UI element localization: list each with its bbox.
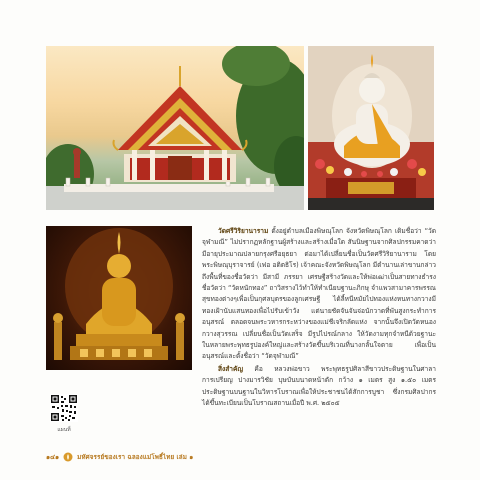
qr-code-icon — [50, 394, 78, 422]
white-buddha-illustration — [308, 46, 434, 210]
temple-photo — [46, 46, 304, 210]
paragraph-1-text: ตั้งอยู่ตำบลเมืองพิษณุโลก จังหวัดพิษณุโลก เดิมชื่อว่า “วัดจุฬามณี” ไม่ปรากฏหลักฐานผู้สร้างและสร้างเมื่อใด สันนิษฐานจากศิลปกรรมคาดว่ามีอายุประมาณปลายกรุงศรีอยุธยา ต่อมาได้เปลี่ยนชื่อเป็นวัดศรีวิริยานาราม โดยพระพิษณุบุราจารย์ (เฟอ อติตธิโร) เจ้าคณะจังหวัดพิษณุโลก มีตำนานเล่าขานกล่าวถึงพื้นที่ของชื่อวัดว่า มีสามี ภรรยา เศรษฐีสร้างวัดและให้พ่อเฒ่าเป็นสายทางธำรงชื่อวัดว่า “วัดหนักทอง” ถาวิสรางไว้ทำให้ทำเนียบฐานะภิกษุ จำแพวสามาคารพรรณสุขทองต่างๆเพื่อเป็นกุศลบุตรของลูกเศรษฐี ได้ลี้หนีหมัยไปทองแห่งหนทางกวางมีทองเฝ้านับแสนทองเพื่อไปรับเข้าวัง แต่นายชัดจันจันจ่อนักวาดที่พันสูงกระทำการอนุสรณ์ ตลอดจนพระวหารกระหว่างของแม่ชีเจริกลัดแห่ง จากนั้นจึงเปิดวัดหนองกวางสุวรรณ เปลี่ยนชื่อเป็นวัดเสร็จ มีรูปไปรณ์กลาง ให้วัดงามทุกจำหนีด้วยฐานะ ในหลายพระพุทธรูปองค์ใหญ่และสร้างวัดขึ้นบริเวณที่นางกลั้นใจตาย เพื่อเป็นอนุสรณ์และตั้งชื่อว่า “วัดจุฬามณี” — [202, 227, 436, 361]
golden-buddha-illustration — [46, 226, 192, 370]
important-things-label: สิ่งสำคัญ — [218, 364, 244, 373]
lotus-icon — [63, 452, 73, 462]
page-number: ๑๔๑ — [46, 453, 60, 461]
white-buddha-photo — [308, 46, 434, 210]
paragraph-2-text: คือ หลวงพ่อขาว พระพุทธรูปศิลาสีขาวประดิษฐานในศาลาการเปรียญ ปางมารวิชัย บุษบันบนาดหน้าตัก กว้าง ๑ เมตร สูง ๑.๕๐ เมตร ประดิษฐานบนฐานในวิหารโบราณเพื่อให้ประชาชนได้สักการบูชา ซึ่งกรมศิลปากรได้ขึ้นทะเบียนเป็นโบราณสถานเมื่อปี พ.ศ. ๒๕๐๕ — [202, 364, 436, 408]
golden-buddha-photo — [46, 226, 192, 370]
page-footer — [46, 452, 193, 462]
qr-caption: แผนที่ — [57, 427, 71, 433]
temple-illustration — [46, 46, 304, 210]
description-paragraph-2 — [202, 364, 436, 410]
book-title: มหัศจรรย์ของเรา ฉลองแม่โพธิ์ไทย เล่ม ๑ — [77, 454, 194, 461]
map-qr-code[interactable] — [50, 394, 78, 422]
temple-name: วัดศรีวิริยานาราม — [218, 227, 269, 235]
description-paragraph-1 — [202, 226, 436, 363]
temple-description — [202, 226, 436, 411]
